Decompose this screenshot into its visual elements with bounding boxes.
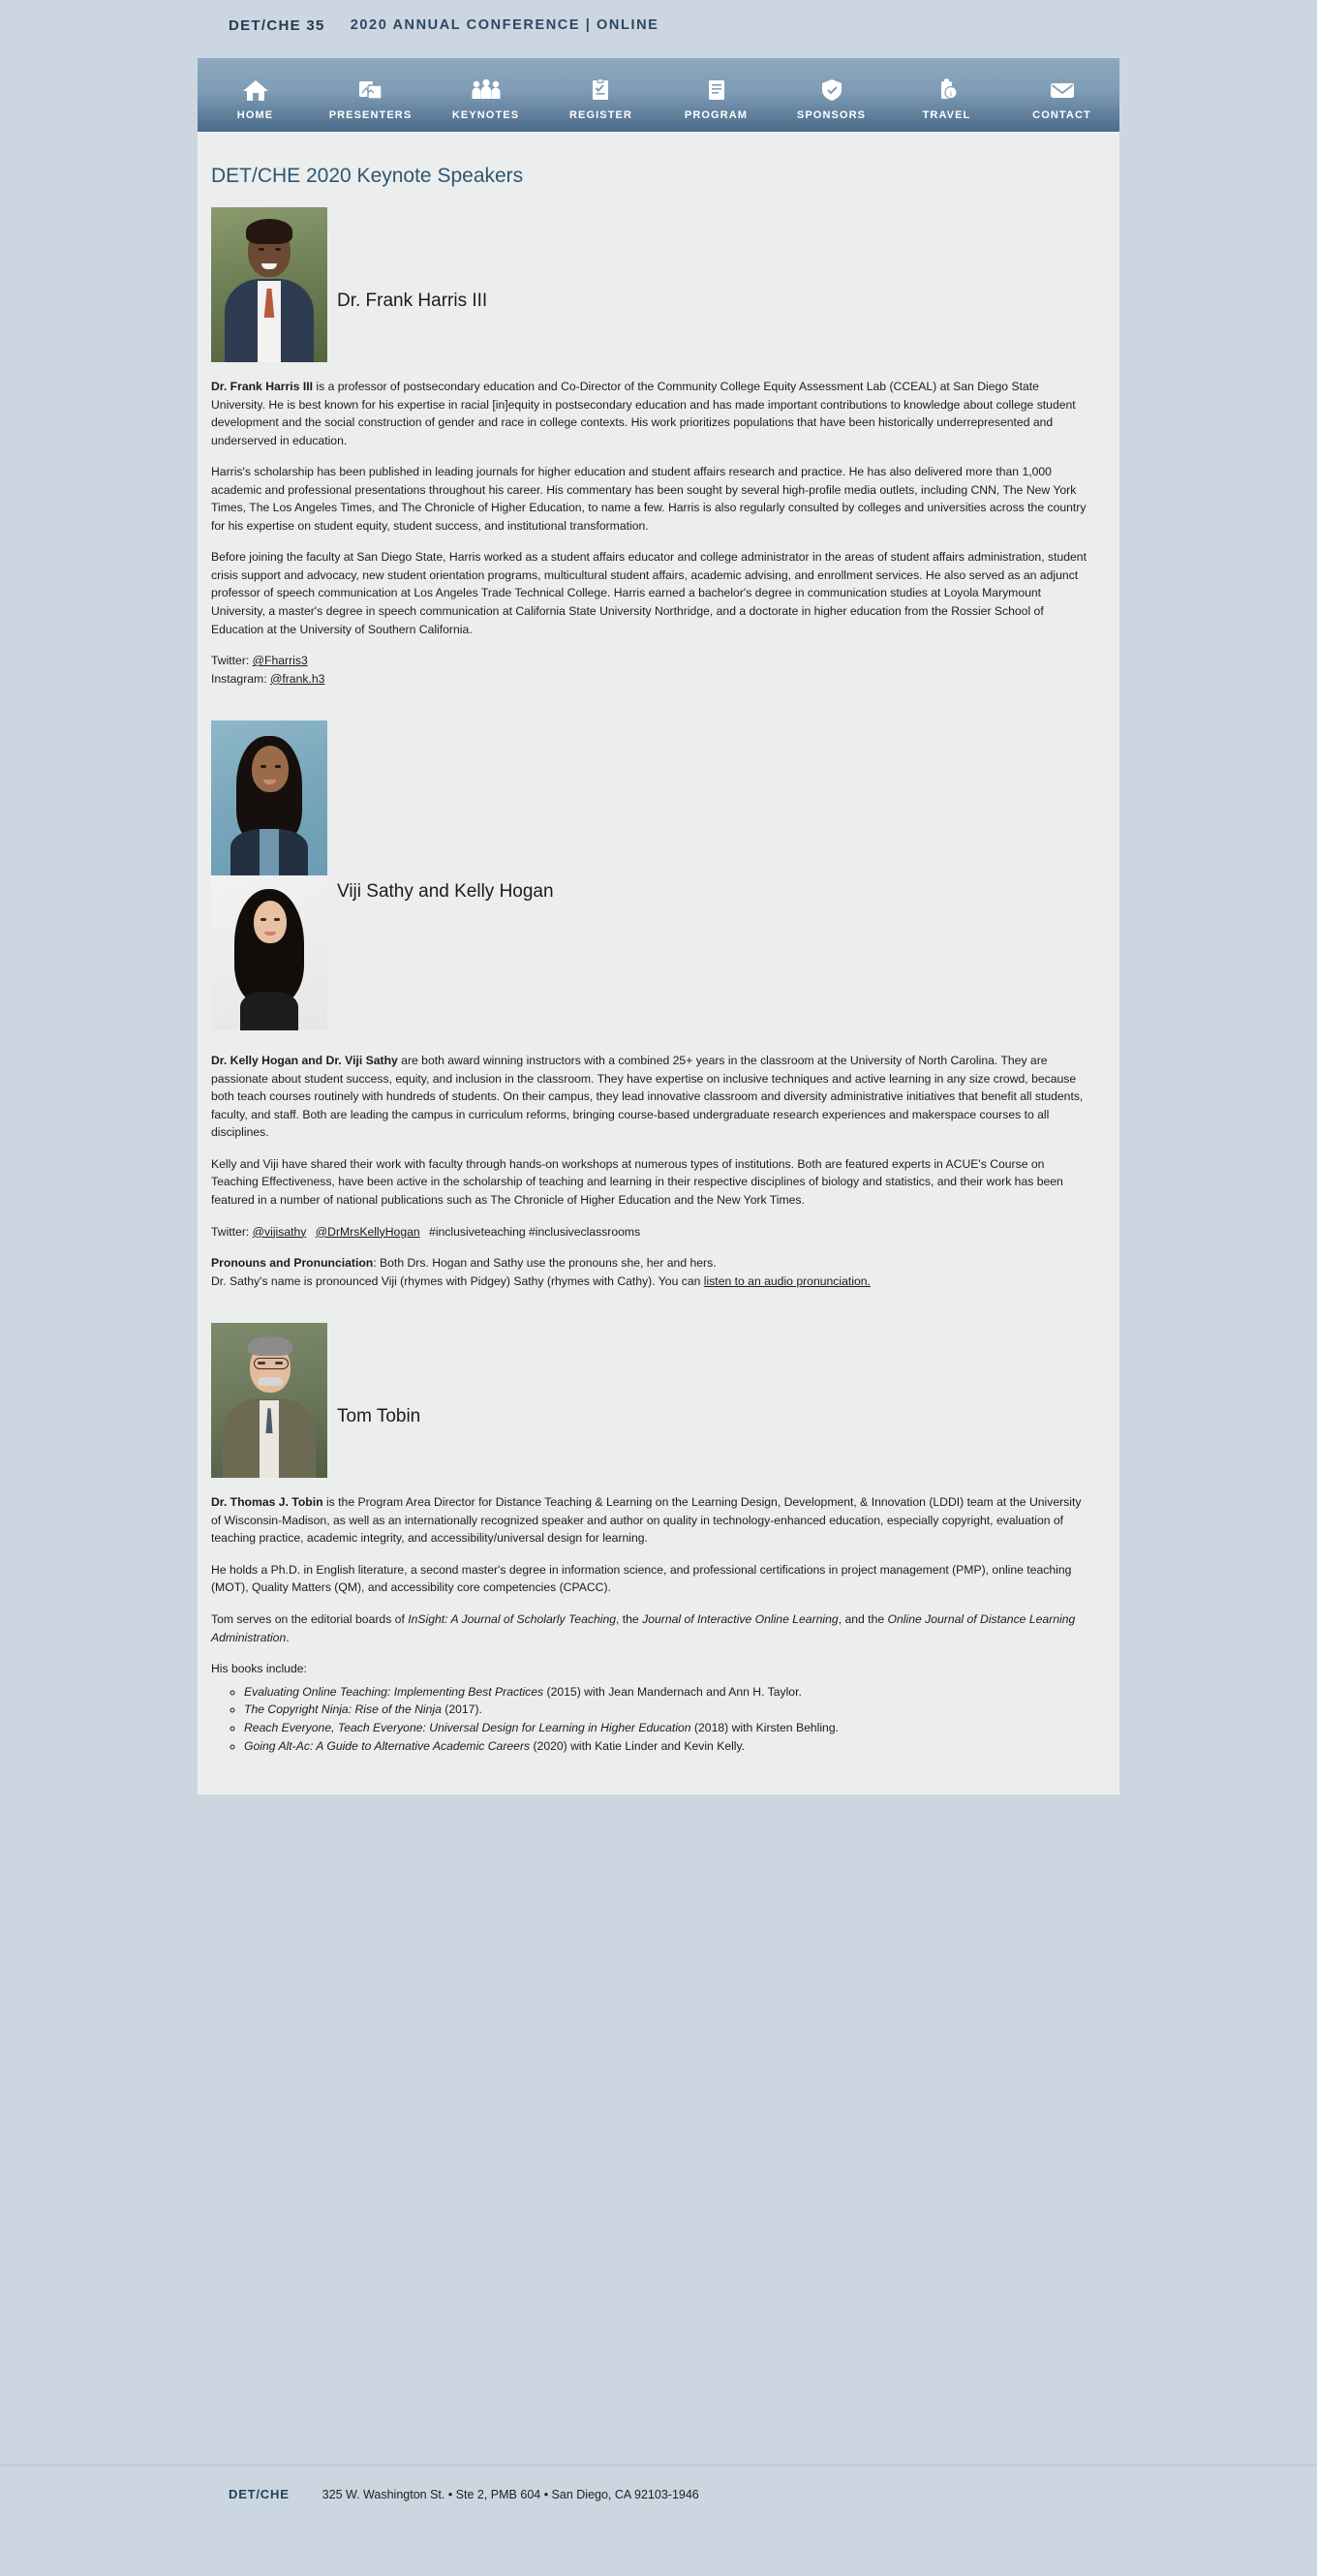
portrait-viji-sathy (211, 721, 327, 875)
list-item (244, 1720, 1092, 1737)
journal-title-2: Journal of Interactive Online Learning (642, 1611, 839, 1626)
page-title: DET/CHE 2020 Keynote Speakers (211, 165, 524, 187)
book-list (211, 1684, 1092, 1756)
editorial-boards-text: Tom serves on the editorial boards of (211, 1611, 409, 1626)
bio-paragraph-1 (211, 378, 1092, 449)
nav-label-sponsors: SPONSORS (796, 108, 867, 121)
speaker-name: Viji Sathy and Kelly Hogan (337, 881, 554, 903)
bio-paragraph-1 (211, 1052, 1092, 1142)
nav-item-presenters[interactable] (313, 58, 428, 132)
speaker-bio (211, 378, 1106, 688)
section-spacer (198, 1290, 1119, 1323)
book-title: Evaluating Online Teaching: Implementing Best Practices (244, 1684, 544, 1699)
speaker-name: Tom Tobin (337, 1406, 421, 1427)
hashtags: #inclusiveteaching #inclusiveclassrooms (429, 1224, 641, 1239)
speaker-photo-row (211, 207, 1106, 362)
main-navigation (198, 58, 1119, 132)
bio-paragraph-2: Kelly and Viji have shared their work with faculty through hands-on workshops at numerous types of institutions. Both are featured experts in ACUE's Course on Teaching Effectiveness, have been active in the scholarship of teaching and learning in their respective disciplines of biology and statistics, and their work has been featured in a number of national publications such as The Chronicle of Higher Education and the New York Times. (211, 1156, 1063, 1208)
book-title: Going Alt-Ac: A Guide to Alternative Academic Careers (244, 1738, 531, 1753)
nav-label-travel: TRAVEL (922, 108, 971, 121)
nav-item-keynotes[interactable] (428, 58, 543, 132)
bio-lead: Dr. Thomas J. Tobin (211, 1495, 323, 1510)
home-icon (241, 76, 270, 103)
nav-label-contact: CONTACT (1032, 108, 1091, 121)
speaker-name: Dr. Frank Harris III (337, 291, 488, 311)
bio-paragraph-1 (211, 1493, 1092, 1548)
journal-separator-2: , and the (838, 1611, 888, 1626)
book-meta: (2017). (441, 1702, 482, 1717)
nav-item-home[interactable] (198, 58, 313, 132)
book-meta: (2018) with Kirsten Behling. (690, 1720, 839, 1734)
speaker-tom-tobin (198, 1323, 1119, 1755)
bio-paragraph-3 (211, 1610, 1092, 1646)
nav-item-travel[interactable] (889, 58, 1004, 132)
bio-lead: Dr. Frank Harris III (211, 380, 313, 393)
footer-brand: DET/CHE (229, 2487, 290, 2501)
footer-address: 325 W. Washington St. • Ste 2, PMB 604 • San Diego, CA 92103-1946 (322, 2487, 699, 2501)
speaker-photo-row (211, 721, 1106, 1030)
main-content (198, 132, 1119, 1794)
bio-paragraph-2: He holds a Ph.D. in English literature, a second master's degree in information science, and professional certifications in project management (PMP), online teaching (MOT), Quality Matters (QM), and accessibility core competencies (CPACC). (211, 1562, 1072, 1595)
journal-separator-1: , the (616, 1611, 643, 1626)
speaker-social (211, 652, 1092, 688)
book-meta: (2015) with Jean Mandernach and Ann H. Taylor. (543, 1684, 802, 1699)
twitter-handle-link[interactable]: @Fharris3 (252, 654, 308, 668)
site-subtitle: 2020 ANNUAL CONFERENCE | ONLINE (350, 17, 659, 33)
pronouns-lead: Pronouns and Pronunciation (211, 1256, 374, 1271)
portrait-kelly-hogan (211, 875, 327, 1030)
twitter-handle-link-2[interactable]: @DrMrsKellyHogan (315, 1224, 420, 1239)
nav-label-register: REGISTER (568, 108, 633, 121)
keynotes-icon (470, 76, 503, 103)
nav-item-contact[interactable] (1004, 58, 1119, 132)
twitter-label: Twitter: (211, 1224, 253, 1239)
pronouns-text: : Both Drs. Hogan and Sathy use the pronouns she, her and hers. (373, 1256, 717, 1271)
instagram-handle-link[interactable]: @frank.h3 (269, 671, 325, 686)
twitter-label: Twitter: (211, 654, 253, 668)
book-title: Reach Everyone, Teach Everyone: Universal Design for Learning in Higher Education (244, 1720, 691, 1734)
site-brand: DET/CHE 35 (229, 16, 325, 34)
nav-label-keynotes: KEYNOTES (451, 108, 520, 121)
nav-item-register[interactable] (543, 58, 658, 132)
pronouns-block (211, 1254, 1092, 1290)
nav-label-program: PROGRAM (684, 108, 749, 121)
journal-title-1: InSight: A Journal of Scholarly Teaching (408, 1611, 616, 1626)
site-header (0, 0, 1317, 50)
book-title: The Copyright Ninja: Rise of the Ninja (244, 1702, 442, 1717)
portrait-frank-harris (211, 207, 327, 362)
speaker-photo-row (211, 1323, 1106, 1478)
speaker-sathy-hogan (198, 721, 1119, 1290)
portrait-tom-tobin (211, 1323, 327, 1478)
travel-icon (933, 76, 962, 103)
speaker-frank-harris (198, 207, 1119, 688)
list-item (244, 1684, 1092, 1702)
section-spacer (198, 688, 1119, 721)
book-meta: (2020) with Katie Linder and Kevin Kelly. (530, 1738, 746, 1753)
program-icon (702, 76, 731, 103)
nav-item-sponsors[interactable] (774, 58, 889, 132)
list-item (244, 1702, 1092, 1719)
books-intro: His books include: (211, 1662, 307, 1676)
pronunciation-text: Dr. Sathy's name is pronounced Viji (rhymes with Pidgey) Sathy (rhymes with Cathy). You can (211, 1273, 704, 1288)
audio-pronunciation-link[interactable]: listen to an audio pronunciation. (703, 1273, 871, 1288)
svg-text:i: i (949, 88, 952, 98)
presenters-icon (356, 76, 385, 103)
instagram-label: Instagram: (211, 671, 270, 686)
site-footer (0, 2465, 1317, 2523)
nav-item-program[interactable] (658, 58, 774, 132)
speaker-social (211, 1223, 1092, 1242)
journal-title-3: Online Journal of Distance Learning Administration (211, 1611, 1076, 1644)
sponsors-icon (817, 76, 846, 103)
journal-period: . (286, 1630, 290, 1644)
nav-label-presenters: PRESENTERS (328, 108, 413, 121)
speaker-bio (211, 1052, 1106, 1290)
list-item (244, 1738, 1092, 1756)
bio-text: is the Program Area Director for Distance Teaching & Learning on the Learning Design, Development, & Innovation (LDDI) team at the University of Wisconsin-Madison, as well as an internationally recognized speaker and author on quality in technology-enhanced education, especially copyright, evaluation of teaching practice, academic integrity, and accessibility/universal design for learning. (211, 1495, 1082, 1546)
bio-text: are both award winning instructors with a combined 25+ years in the classroom at the University of North Carolina. They are passionate about student success, equity, and inclusion in the classroom. They have expertise on inclusive techniques and active learning in any size crowd, because both teach courses routinely with hundreds of students. On their campus, they lead innovative classroom and diversity administrative initiatives that benefit all students, faculty, and staff. Both are leading the campus in curriculum reforms, bringing course-based undergraduate research experiences and makerspace courses to all disciplines. (211, 1054, 1084, 1140)
bio-paragraph-3: Before joining the faculty at San Diego State, Harris worked as a student affairs educator and college administrator in the areas of student affairs administration, student crisis support and advocacy, new student orientation programs, multicultural student affairs, academic advising, and enrollment services. He also served as an adjunct professor of speech communication at Los Angeles Trade Technical College. Harris earned a bachelor's degree in communication studies at Loyola Marymount University, a master's degree in speech communication at California State University Northridge, and a doctorate in higher education from the Rossier School of Education at the University of Southern California. (211, 550, 1087, 636)
speaker-bio (211, 1493, 1106, 1755)
bio-paragraph-2: Harris's scholarship has been published in leading journals for higher education and student affairs research and practice. He has also delivered more than 1,000 academic and professional presentations throughout his career. His commentary has been sought by several high-profile media outlets, including CNN, The New York Times, The Los Angeles Times, and The Chronicle of Higher Education, to name a few. Harris is also regularly consulted by colleges and universities across the country for his expertise on student equity, student success, and institutional transformation. (211, 465, 1087, 533)
nav-label-home: HOME (236, 108, 274, 121)
bio-lead: Dr. Kelly Hogan and Dr. Viji Sathy (211, 1054, 398, 1068)
bio-text: is a professor of postsecondary education and Co-Director of the Community College Equity Assessment Lab (CCEAL) at San Diego State University. He is best known for his expertise in racial [in]equity in postsecondary education and has made important contributions to knowledge about college student development and the social construction of gender and race in college contexts. His work prioritizes populations that have been historically underrepresented and underserved in education. (211, 380, 1076, 447)
register-icon (587, 76, 616, 103)
contact-icon (1047, 76, 1078, 103)
portrait-stack (211, 721, 327, 1030)
twitter-handle-link-1[interactable]: @vijisathy (252, 1224, 307, 1239)
